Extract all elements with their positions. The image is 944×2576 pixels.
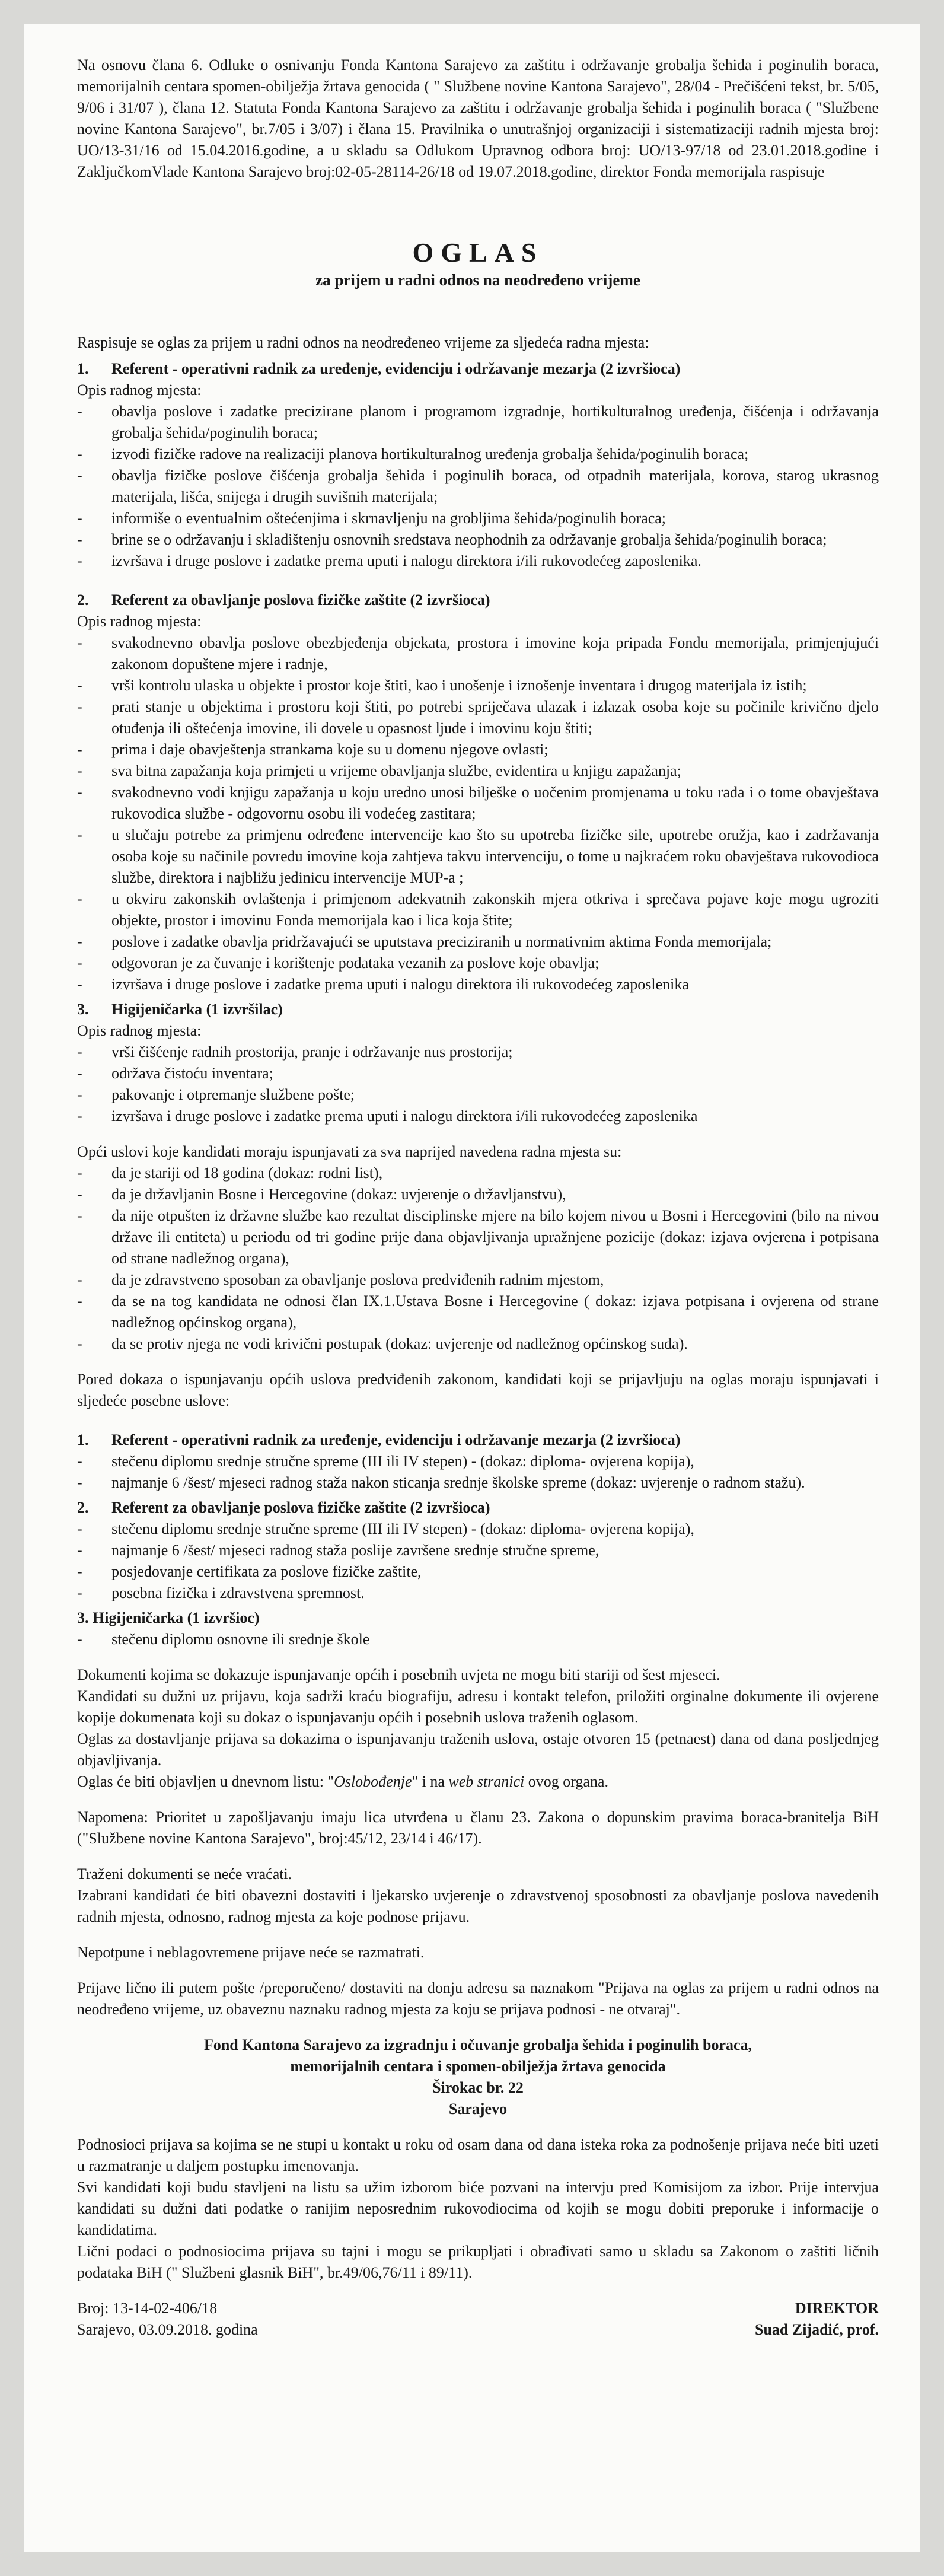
position-title: Higijeničarka (1 izvršilac) — [111, 1001, 283, 1018]
list-item — [77, 1451, 879, 1472]
list-item — [77, 550, 879, 572]
list-item — [77, 529, 879, 550]
dash-bullet: - — [77, 1164, 82, 1182]
duties-label: Opis radnog mjesta: — [77, 1022, 202, 1039]
list-item-text: prati stanje u objektima i prostoru koji štiti, po potrebi spriječava ulazak i izlazak osoba koje su počinile krivično djelo otuđenja ili oštećenja imovine, ili dovele u opasnost ljude i imovinu koju štiti; — [111, 698, 879, 737]
documents-paragraph: Oglas za dostavljanje prijava sa dokazima o ispunjavanju traženih uslova, ostaje otvoren 15 (petnaest) dana od dana posljednjeg objavljivanja. — [77, 1730, 879, 1769]
list-item-text: obavlja fizičke poslove čišćenja grobalja šehida i poginulih boraca, od otpadnih materijala, korova, starog ukrasnog materijala, lišća, snijega i drugih suvišnih materijala; — [111, 467, 879, 505]
list-item-text: odgovoran je za čuvanje i korištenje podataka vezanih za poslove koje obavlja; — [111, 954, 599, 972]
list-item-text: svakodnevno obavlja poslove obezbjeđenja objekata, prostora i imovine koja pripada Fondu memorijala, primjenjujući zakonom dopuštene mjere i radnje, — [111, 634, 879, 673]
footer-row — [77, 2298, 879, 2341]
list-item — [77, 465, 879, 508]
incomplete-paragraph: Nepotpune i neblagovremene prijave neće se razmatrati. — [77, 1944, 425, 1961]
list-item — [77, 1106, 879, 1127]
general-conditions-lead: Opći uslovi koje kandidati moraju ispunjavati za sva naprijed navedena radna mjesta su: — [77, 1143, 622, 1160]
newspaper-name: Oslobođenje — [334, 1773, 412, 1790]
list-item-text: da je zdravstveno sposoban za obavljanje poslova predviđenih radnim mjestom, — [111, 1271, 604, 1288]
dash-bullet: - — [77, 1474, 82, 1491]
publication-text: Oglas će biti objavljen u dnevnom listu: " — [77, 1773, 334, 1790]
document-subtitle: za prijem u radni odnos na neodređeno vrijeme — [315, 271, 640, 289]
no-return-paragraph: Traženi dokumenti se neće vraćati. — [77, 1865, 292, 1883]
list-item-text: da se na tog kandidata ne odnosi član IX.1.Ustava Bosne i Hercegovine ( dokaz: izjava potpisana i ovjerena od strane nadležnog općinskog organa), — [111, 1292, 879, 1331]
reference-number: Broj: 13-14-02-406/18 — [77, 2300, 218, 2317]
list-item — [77, 889, 879, 931]
dash-bullet: - — [77, 1107, 82, 1125]
list-item-text: obavlja poslove i zadatke precizirane planom i programom izgradnje, hortikulturalnog uređenja, čišćenja i održavanja grobalja šehida/poginulih boraca; — [111, 403, 879, 441]
dash-bullet: - — [77, 677, 82, 694]
spacer — [77, 572, 879, 586]
list-item-text: stečenu diplomu srednje stručne spreme (III ili IV stepen) - (dokaz: diploma- ovjerena kopija), — [111, 1520, 694, 1537]
list-item — [77, 953, 879, 974]
special-title: Higijeničarka (1 izvršioc) — [93, 1609, 260, 1626]
position-heading — [77, 358, 879, 380]
dash-bullet: - — [77, 1520, 82, 1537]
list-item-text: izvršava i druge poslove i zadatke prema uputi i nalogu direktora i/ili rukovodećeg zaposlenika — [111, 1107, 698, 1125]
publication-paragraph — [77, 1771, 879, 1792]
spacer — [77, 1650, 879, 1664]
list-item — [77, 1582, 879, 1604]
dash-bullet: - — [77, 1043, 82, 1061]
duties-list — [77, 1042, 879, 1127]
signatory-role: DIREKTOR — [795, 2300, 879, 2317]
list-item — [77, 931, 879, 953]
position-heading — [77, 590, 879, 611]
dash-bullet: - — [77, 1207, 82, 1224]
address-line: Sarajevo — [448, 2100, 508, 2118]
list-item-text: stečenu diplomu osnovne ili srednje škole — [111, 1631, 370, 1648]
special-list — [77, 1629, 879, 1650]
list-item-text: sva bitna zapažanja koja primjeti u vrijeme obavljanja službe, evidentira u knjigu zapažanja; — [111, 762, 681, 779]
list-item-text: brine se o održavanju i skladištenju osnovnih sredstava neophodnih za održavanje grobalja šehida/poginulih boraca; — [111, 531, 827, 548]
dash-bullet: - — [77, 1542, 82, 1559]
special-heading — [77, 1429, 879, 1451]
list-item-text: vrši čišćenje radnih prostorija, pranje i održavanje nus prostorija; — [111, 1043, 513, 1061]
general-conditions-list — [77, 1163, 879, 1355]
list-item-text: najmanje 6 /šest/ mjeseci radnog staža poslije završene srednje stručne spreme, — [111, 1542, 599, 1559]
list-item — [77, 401, 879, 444]
closing-paragraph: Svi kandidati koji budu stavljeni na listu sa užim izborom biće pozvani na intervju pred Komisijom za izbor. Prije intervjua kandidati su dužni dati podatke o ranijim neposrednim rukovodiocima od kojih se mogu dobiti preporuke i informacije o kandidatima. — [77, 2179, 879, 2239]
special-heading — [77, 1607, 879, 1629]
list-item — [77, 1184, 879, 1205]
dash-bullet: - — [77, 1335, 82, 1352]
dash-bullet: - — [77, 1065, 82, 1082]
position-number: 1. — [77, 360, 89, 377]
list-item-text: da nije otpušten iz državne službe kao rezultat disciplinske mjere na bilo kojem nivou u Bosni i Hercegovini (bilo na nivou države ili entiteta) u periodu od tri godine prije dana objavljivanja upražnjene pozicije (dokaz: izjava ovjerena i potpisana od strane nadležnog organa), — [111, 1207, 879, 1267]
dash-bullet: - — [77, 762, 82, 779]
list-item-text: stečenu diplomu srednje stručne spreme (III ili IV stepen) - (dokaz: diploma- ovjerena kopija), — [111, 1453, 694, 1470]
list-item-text: posjedovanje certifikata za poslove fizičke zaštite, — [111, 1563, 422, 1580]
list-item-text: izvršava i druge poslove i zadatke prema uputi i nalogu direktora i/ili rukovodećeg zaposlenika. — [111, 552, 701, 569]
spacer — [77, 1963, 879, 1978]
documents-paragraph: Kandidati su dužni uz prijavu, koja sadrži kraću biografiju, adresu i kontakt telefon, priložiti orginalne dokumente ili ovjerene kopije dokumenata koji su dokaz o ispunjavanju općih i posebnih uslova traženih oglasom. — [77, 1687, 879, 1726]
dash-bullet: - — [77, 1584, 82, 1601]
spacer — [77, 1412, 879, 1426]
position-section — [77, 999, 879, 1127]
list-item-text: poslove i zadatke obavlja pridržavajući se uputstava preciziranih u normativnim aktima Fonda memorijala; — [111, 933, 772, 950]
list-item — [77, 675, 879, 696]
position-number: 2. — [77, 591, 89, 609]
dash-bullet: - — [77, 531, 82, 548]
list-item-text: da je državljanin Bosne i Hercegovine (dokaz: uvjerenje o državljanstvu), — [111, 1186, 566, 1203]
list-item-text: izvršava i druge poslove i zadatke prema uputi i nalogu direktora ili rukovodećeg zaposlenika — [111, 976, 689, 993]
special-list — [77, 1518, 879, 1604]
dash-bullet: - — [77, 933, 82, 950]
signature-block — [755, 2298, 879, 2341]
dash-bullet: - — [77, 552, 82, 569]
list-item-text: svakodnevno vodi knjigu zapažanja u koju uredno unosi bilješke o uočenim promjenama u toku rada i o tome obavještava rukovodica službe - odgovornu osobu ili vodećeg zastitara; — [111, 784, 879, 822]
list-item-text: informiše o eventualnim oštećenjima i skrnavljenju na grobljima šehida/poginulih boraca; — [111, 510, 666, 527]
list-item — [77, 1561, 879, 1582]
position-title: Referent za obavljanje poslova fizičke zaštite (2 izvršioca) — [111, 591, 490, 609]
list-item-text: prima i daje obavještenja strankama koje su u domenu njegove ovlasti; — [111, 741, 548, 758]
dash-bullet: - — [77, 1086, 82, 1103]
list-item — [77, 760, 879, 782]
list-item — [77, 739, 879, 760]
publication-text: " i na — [412, 1773, 449, 1790]
list-item — [77, 1540, 879, 1561]
lead-paragraph: Raspisuje se oglas za prijem u radni odnos na neodređeneo vrijeme za sljedeća radna mjesta: — [77, 334, 649, 351]
list-item — [77, 1205, 879, 1269]
place-date: Sarajevo, 03.09.2018. godina — [77, 2321, 258, 2338]
title-block — [77, 236, 879, 291]
position-title: Referent - operativni radnik za uređenje, evidenciju i održavanje mezarja (2 izvršioca) — [111, 360, 681, 377]
publication-text: ovog organa. — [524, 1773, 608, 1790]
list-item — [77, 632, 879, 675]
special-title: Referent za obavljanje poslova fizičke zaštite (2 izvršioca) — [111, 1499, 490, 1516]
dash-bullet: - — [77, 1453, 82, 1470]
dash-bullet: - — [77, 445, 82, 463]
special-conditions-lead: Pored dokaza o ispunjavanju općih uslova predviđenih zakonom, kandidati koji se prijavljuju na oglas moraju ispunjavati i sljedeće posebne uslove: — [77, 1371, 879, 1409]
signatory-name: Suad Zijadić, prof. — [754, 2321, 879, 2338]
dash-bullet: - — [77, 1563, 82, 1580]
dash-bullet: - — [77, 634, 82, 651]
dash-bullet: - — [77, 826, 82, 843]
spacer — [77, 1849, 879, 1864]
dash-bullet: - — [77, 403, 82, 420]
closing-paragraph: Lični podaci o podnosiocima prijava su tajni i mogu se prikupljati i obrađivati samo u skladu sa Zakonom o zaštiti ličnih podataka BiH (" Službeni glasnik BiH", br.49/06,76/11 i 89/11). — [77, 2243, 879, 2281]
list-item — [77, 782, 879, 824]
address-line: Fond Kantona Sarajevo za izgradnju i očuvanje grobalja šehida i poginulih boraca, — [203, 2036, 752, 2053]
list-item — [77, 1269, 879, 1291]
list-item-text: da je stariji od 18 godina (dokaz: rodni list), — [111, 1164, 383, 1182]
spacer — [77, 1792, 879, 1807]
list-item — [77, 696, 879, 739]
list-item — [77, 824, 879, 889]
note-paragraph: Napomena: Prioritet u zapošljavanju imaju lica utvrđena u članu 23. Zakona o dopunskim pravima boraca-branitelja BiH ("Službene novine Kantona Sarajevo", broj:45/12, 23/14 i 46/17). — [77, 1808, 879, 1847]
special-number: 1. — [77, 1431, 89, 1448]
document-title: OGLAS — [412, 237, 544, 268]
list-item — [77, 1629, 879, 1650]
duties-label: Opis radnog mjesta: — [77, 613, 202, 630]
list-item-text: najmanje 6 /šest/ mjeseci radnog staža nakon sticanja srednje školske spreme (dokaz: uvjerenje o radnom stažu). — [111, 1474, 805, 1491]
documents-paragraph: Dokumenti kojima se dokazuje ispunjavanje općih i posebnih uvjeta ne mogu biti stariji od šest mjeseci. — [77, 1666, 720, 1683]
list-item — [77, 1472, 879, 1494]
list-item — [77, 1291, 879, 1333]
list-item-text: pakovanje i otpremanje službene pošte; — [111, 1086, 355, 1103]
dash-bullet: - — [77, 698, 82, 715]
dash-bullet: - — [77, 954, 82, 972]
position-heading — [77, 999, 879, 1020]
dash-bullet: - — [77, 784, 82, 801]
list-item-text: u okviru zakonskih ovlaštenja i primjenom adekvatnih zakonskih mjera otkriva i sprečava pojave koje mogu ugroziti objekte, prostor i imovinu Fonda memorijala kao i lica koja štite; — [111, 890, 879, 929]
list-item-text: u slučaju potrebe za primjenu određene intervencije kao što su upotreba fizičke sile, upotrebe oružja, kao i zadržavanja osoba koje su načinile povredu imovine koja zahtjeva takvu intervenciju, o tome u najkraćem roku obavještava rukovodioca službe, direktora i najbližu jedinicu intervencije MUP-a ; — [111, 826, 879, 886]
special-title: Referent - operativni radnik za uređenje, evidenciju i održavanje mezarja (2 izvršioca) — [111, 1431, 681, 1448]
list-item — [77, 1518, 879, 1540]
dash-bullet: - — [77, 741, 82, 758]
dash-bullet: - — [77, 467, 82, 484]
duties-list — [77, 401, 879, 572]
dash-bullet: - — [77, 1631, 82, 1648]
spacer — [77, 1928, 879, 1942]
position-number: 3. — [77, 1001, 89, 1018]
list-item-text: posebna fizička i zdravstvena spremnost. — [111, 1584, 365, 1601]
spacer — [77, 2020, 879, 2034]
list-item — [77, 974, 879, 995]
medical-paragraph: Izabrani kandidati će biti obavezni dostaviti i ljekarsko uvjerenje o zdravstvenoj sposobnosti za obavljanje poslova navedenih radnih mjesta, odnosno, radnog mjesta za koje podnose prijavu. — [77, 1887, 879, 1925]
list-item — [77, 508, 879, 529]
list-item-text: izvodi fizičke radove na realizaciji planova hortikulturalnog uređenja grobalja šehida/poginulih boraca; — [111, 445, 749, 463]
intro-paragraph: Na osnovu člana 6. Odluke o osnivanju Fonda Kantona Sarajevo za zaštitu i održavanje grobalja šehida i poginulih boraca, memorijalnih centara spomen-obilježja žrtava genocida ( " Službene novine Kantona Sarajevo", 28/04 - Prečišćeni tekst, br. 5/05, 9/06 i 31/07 ), člana 12. Statuta Fonda Kantona Sarajevo za zaštitu i održavanje grobalja šehida i poginulih boraca ( "Službene novine Kantona Sarajevo", br.7/05 i 3/07) i člana 15. Pravilnika o unutrašnjoj organizaciji i sistematizaciji radnih mjesta broj: UO/13-31/16 od 15.04.2016.godine, a u skladu sa Odlukom Upravnog odbora broj: UO/13-97/18 od 23.01.2018.godine i ZaključkomVlade Kantona Sarajevo broj:02-05-28114-26/18 od 19.07.2018.godine, direktor Fonda memorijala raspisuje — [77, 56, 879, 180]
duties-list — [77, 632, 879, 995]
spacer — [77, 1355, 879, 1369]
list-item-text: da se protiv njega ne vodi krivični postupak (dokaz: uvjerenje od nadležnog općinskog suda). — [111, 1335, 688, 1352]
submission-paragraph: Prijave lično ili putem pošte /preporučeno/ dostaviti na donju adresu sa naznakom "Prijava na oglas za prijem u radni odnos na neodređeno vrijeme, uz obaveznu naznaku radnog mjesta za koju se prijava podnosi - ne otvaraj". — [77, 1979, 879, 2018]
list-item — [77, 1333, 879, 1355]
list-item — [77, 444, 879, 465]
dash-bullet: - — [77, 1292, 82, 1310]
address-block — [77, 2034, 879, 2120]
special-list — [77, 1451, 879, 1494]
position-section — [77, 358, 879, 572]
list-item-text: vrši kontrolu ulaska u objekte i prostor koje štiti, kao i unošenje i iznošenje inventara i drugog materijala iz istih; — [111, 677, 807, 694]
special-heading — [77, 1497, 879, 1518]
list-item — [77, 1063, 879, 1084]
list-item — [77, 1084, 879, 1106]
address-line: memorijalnih centara i spomen-obilježja žrtava genocida — [290, 2058, 666, 2075]
address-line: Širokac br. 22 — [432, 2079, 524, 2096]
web-page-label: web stranici — [448, 1773, 525, 1790]
dash-bullet: - — [77, 976, 82, 993]
duties-label: Opis radnog mjesta: — [77, 381, 202, 399]
closing-paragraph: Podnosioci prijava sa kojima se ne stupi u kontakt u roku od osam dana od dana isteka roka za podnošenje prijava neće biti uzeti u razmatranje u daljem postupku imenovanja. — [77, 2136, 879, 2174]
dash-bullet: - — [77, 1186, 82, 1203]
dash-bullet: - — [77, 890, 82, 908]
special-number: 3. — [77, 1609, 89, 1626]
position-section — [77, 590, 879, 995]
spacer — [77, 1127, 879, 1141]
list-item — [77, 1163, 879, 1184]
reference-block — [77, 2298, 258, 2341]
dash-bullet: - — [77, 1271, 82, 1288]
special-number: 2. — [77, 1499, 89, 1516]
list-item — [77, 1042, 879, 1063]
list-item-text: održava čistoću inventara; — [111, 1065, 273, 1082]
announcement-document — [24, 24, 920, 2552]
dash-bullet: - — [77, 510, 82, 527]
spacer — [77, 2120, 879, 2134]
